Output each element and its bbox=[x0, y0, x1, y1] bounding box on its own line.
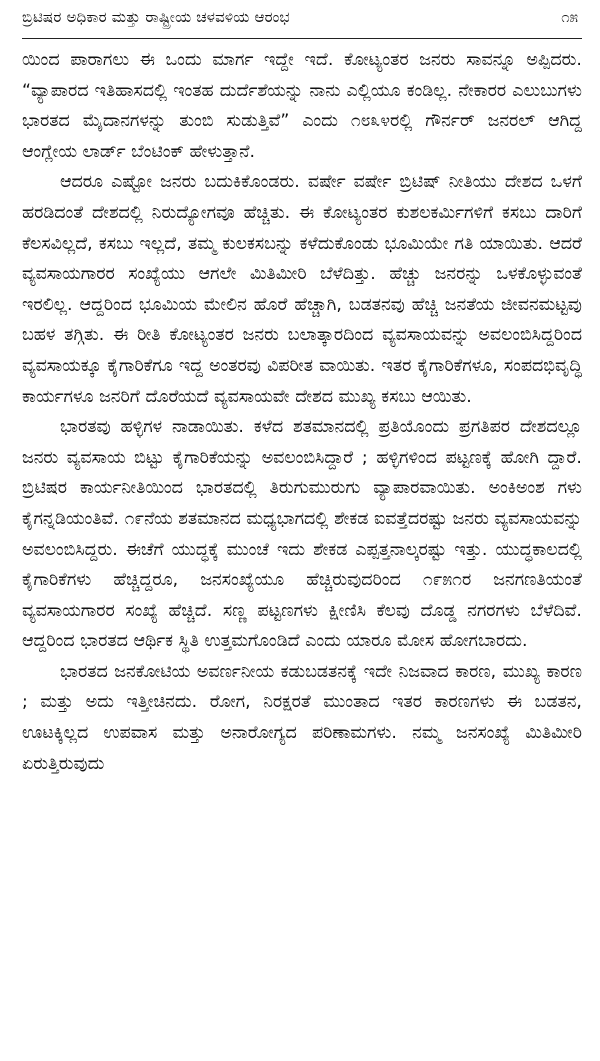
running-title: ಬ್ರಿಟಿಷರ ಅಧಿಕಾರ ಮತ್ತು ರಾಷ್ಟ್ರೀಯ ಚಳವಳಿಯ ಆರಂಭ bbox=[22, 8, 290, 26]
paragraph: ಭಾರತದ ಜನಕೋಟಿಯ ಅವರ್ಣನೀಯ ಕಡುಬಡತನಕ್ಕೆ ಇದೇ ನಿಜವಾದ ಕಾರಣ, ಮುಖ್ಯ ಕಾರಣ ; ಮತ್ತು ಅದು ಇತ್ತೀಚಿನದು. ರೋಗ, ನಿರಕ್ಷರತೆ ಮುಂತಾದ ಇತರ ಕಾರಣಗಳು ಈ ಬಡತನ, ಊಟಕ್ಕಿಲ್ಲದ ಉಪವಾಸ ಮತ್ತು ಅನಾರೋಗ್ಯದ ಪರಿಣಾಮಗಳು. ನಮ್ಮ ಜನಸಂಖ್ಯೆ ಮಿತಿಮೀರಿ ಏರುತ್ತಿರುವುದು bbox=[22, 661, 582, 774]
paragraph: ಭಾರತವು ಹಳ್ಳಿಗಳ ನಾಡಾಯಿತು. ಕಳೆದ ಶತಮಾನದಲ್ಲಿ ಪ್ರತಿಯೊಂದು ಪ್ರಗತಿಪರ ದೇಶದಲ್ಲೂ ಜನರು ವ್ಯವಸಾಯ ಬಿಟ್ಟು ಕೈಗಾರಿಕೆಯನ್ನು ಅವಲಂಬಿಸಿದ್ದಾರೆ ; ಹಳ್ಳಿಗಳಿಂದ ಪಟ್ಟಣಕ್ಕೆ ಹೋಗಿ ದ್ದಾರೆ. ಬ್ರಿಟಿಷರ ಕಾರ್ಯನೀತಿಯಿಂದ ಭಾರತದಲ್ಲಿ ತಿರುಗುಮುರುಗು ವ್ಯಾಪಾರವಾಯಿತು. ಅಂಕಿಅಂಶ ಗಳು ಕೈಗನ್ನಡಿಯಂತಿವೆ. ೧೯ನೆಯ ಶತಮಾನದ ಮಧ್ಯಭಾಗದಲ್ಲಿ ಶೇಕಡ ಐವತ್ತೆದರಷ್ಟು ಜನರು ವ್ಯವಸಾಯವನ್ನು ಅವಲಂಬಿಸಿದ್ದರು. ಈಚೆಗೆ ಯುದ್ಧಕ್ಕೆ ಮುಂಚೆ ಇದು ಶೇಕಡ ಎಪ್ಪತ್ತನಾಲ್ಕರಷ್ಟು ಇತ್ತು. ಯುದ್ಧಕಾಲದಲ್ಲಿ ಕೈಗಾರಿಕೆಗಳು ಹೆಚ್ಚಿದ್ದರೂ, ಜನಸಂಖ್ಯೆಯೂ ಹೆಚ್ಚಿರುವುದರಿಂದ ೧೯೫೧ರ ಜನಗಣತಿಯಂತೆ ವ್ಯವಸಾಯಗಾರರ ಸಂಖ್ಯೆ ಹೆಚ್ಚಿದೆ. ಸಣ್ಣ ಪಟ್ಟಣಗಳು ಕ್ಷೀಣಿಸಿ ಕೆಲವು ದೊಡ್ಡ ನಗರಗಳು ಬೆಳೆದಿವೆ. ಆದ್ದರಿಂದ ಭಾರತದ ಆರ್ಥಿಕ ಸ್ಥಿತಿ ಉತ್ತಮಗೊಂಡಿದೆ ಎಂದು ಯಾರೂ ಮೋಸ ಹೋಗಬಾರದು. bbox=[22, 417, 582, 652]
paragraph-continuation: ಯಿಂದ ಪಾರಾಗಲು ಈ ಒಂದು ಮಾರ್ಗ ಇದ್ದೇ ಇದೆ. ಕೋಟ್ಯಂತರ ಜನರು ಸಾವನ್ನೂ ಅಪ್ಪಿದರು. “ವ್ಯಾಪಾರದ ಇತಿಹಾಸದಲ್ಲಿ ಇಂತಹ ದುರ್ದೆಶೆಯನ್ನು ನಾನು ಎಲ್ಲಿಯೂ ಕಂಡಿಲ್ಲ. ನೇಕಾರರ ಎಲುಬುಗಳು ಭಾರತದ ಮೈದಾನಗಳನ್ನು ತುಂಬಿ ಸುಡುತ್ತಿವೆ” ಎಂದು ೧೮೩೪ರಲ್ಲಿ ಗೌರ್ನರ್ ಜನರಲ್ ಆಗಿದ್ದ ಆಂಗ್ಲೇಯ ಲಾರ್ಡ್ ಬೆಂಟಿಂಕ್ ಹೇಳುತ್ತಾನೆ. bbox=[22, 50, 582, 162]
paragraph: ಆದರೂ ಎಷ್ಟೋ ಜನರು ಬದುಕಿಕೊಂಡರು. ವರ್ಷೇ ವರ್ಷೇ ಬ್ರಿಟಿಷ್ ನೀತಿಯು ದೇಶದ ಒಳಗೆ ಹರಡಿದಂತೆ ದೇಶದಲ್ಲಿ ನಿರುದ್ಯೋಗವೂ ಹೆಚ್ಚಿತು. ಈ ಕೋಟ್ಯಂತರ ಕುಶಲಕರ್ಮಿಗಳಿಗೆ ಕಸಬು ದಾರಿಗೆ ಕೆಲಸವಿಲ್ಲದೆ, ಕಸಬು ಇಲ್ಲದೆ, ತಮ್ಮ ಕುಲಕಸಬನ್ನು ಕಳೆದುಕೊಂಡು ಭೂಮಿಯೇ ಗತಿ ಯಾಯಿತು. ಆದರೆ ವ್ಯವಸಾಯಗಾರರ ಸಂಖ್ಯೆಯು ಆಗಲೇ ಮಿತಿಮೀರಿ ಬೆಳೆದಿತ್ತು. ಹೆಚ್ಚು ಜನರನ್ನು ಒಳಕೊಳ್ಳುವಂತೆ ಇರಲಿಲ್ಲ. ಆದ್ದರಿಂದ ಭೂಮಿಯ ಮೇಲಿನ ಹೊರೆ ಹೆಚ್ಚಾಗಿ, ಬಡತನವು ಹೆಚ್ಚಿ ಜನತೆಯ ಜೀವನಮಟ್ಟವು ಬಹಳ ತಗ್ಗಿತು. ಈ ರೀತಿ ಕೋಟ್ಯಂತರ ಜನರು ಬಲಾತ್ಕಾರದಿಂದ ವ್ಯವಸಾಯವನ್ನು ಅವಲಂಬಿಸಿದ್ದರಿಂದ ವ್ಯವಸಾಯಕ್ಕೂ ಕೈಗಾರಿಕೆಗೂ ಇದ್ದ ಅಂತರವು ವಿಪರೀತ ವಾಯಿತು. ಇತರ ಕೈಗಾರಿಕೆಗಳೂ, ಸಂಪದಭಿವೃದ್ಧಿ ಕಾರ್ಯಗಳೂ ಜನರಿಗೆ ದೊರೆಯದೆ ವ್ಯವಸಾಯವೇ ದೇಶದ ಮುಖ್ಯ ಕಸಬು ಆಯಿತು. bbox=[22, 172, 582, 407]
body-text bbox=[22, 45, 582, 779]
page-number: ೧೫ bbox=[561, 8, 578, 26]
running-header bbox=[22, 8, 582, 39]
